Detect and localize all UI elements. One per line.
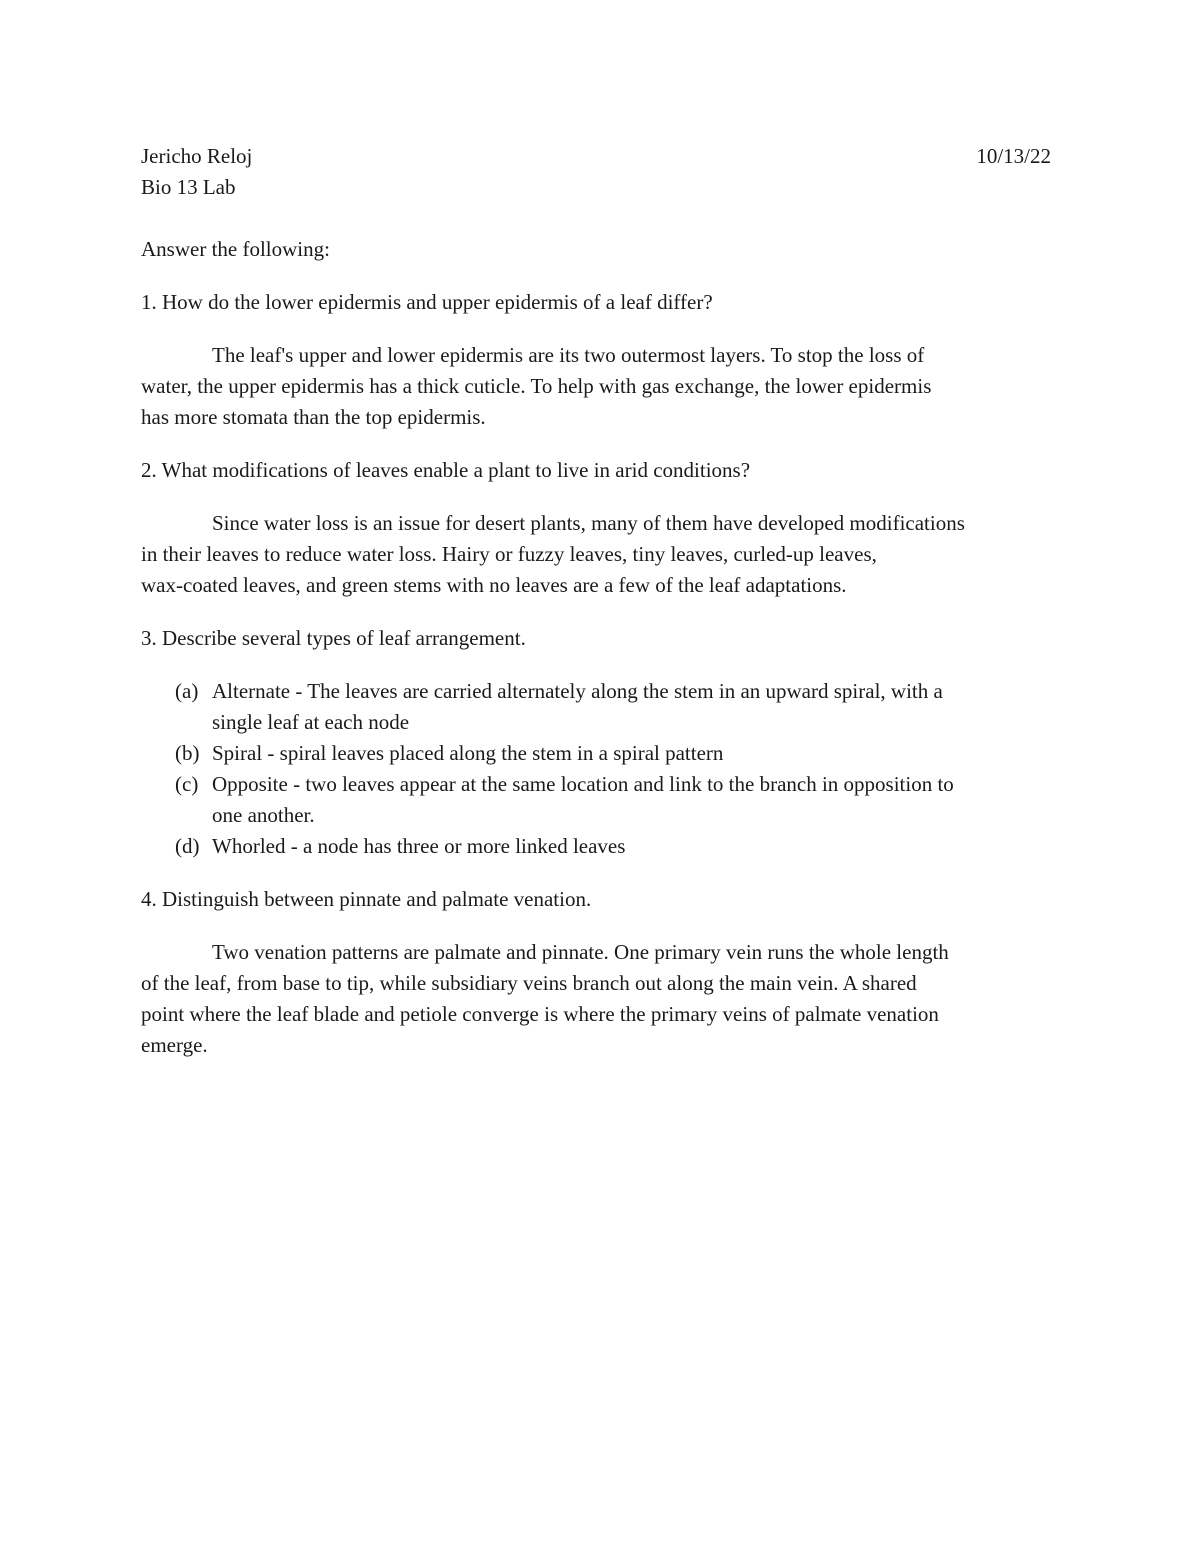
answer-line: wax-coated leaves, and green stems with no leaves are a few of the leaf adaptations.: [141, 573, 847, 597]
list-item: [141, 738, 1061, 769]
question-1: 1. How do the lower epidermis and upper epidermis of a leaf differ?: [141, 290, 713, 314]
list-marker: (c): [175, 772, 199, 796]
list-item: [141, 769, 1061, 831]
answer-1: [141, 340, 1061, 433]
list-item-text: Opposite - two leaves appear at the same location and link to the branch in opposition to: [212, 772, 954, 796]
list-item-text: Spiral - spiral leaves placed along the stem in a spiral pattern: [212, 741, 724, 765]
leaf-arrangement-list: [141, 676, 1061, 862]
answer-line: emerge.: [141, 1033, 208, 1057]
answer-line: The leaf's upper and lower epidermis are its two outermost layers. To stop the loss of: [212, 343, 925, 367]
answer-2: [141, 508, 1061, 601]
answer-line: has more stomata than the top epidermis.: [141, 405, 486, 429]
list-item-text: Whorled - a node has three or more linked leaves: [212, 834, 626, 858]
header-row: [141, 141, 1061, 172]
list-item: [141, 676, 1061, 738]
answer-line: of the leaf, from base to tip, while subsidiary veins branch out along the main vein. A shared: [141, 971, 917, 995]
list-marker: (d): [175, 834, 200, 858]
answer-line: Since water loss is an issue for desert plants, many of them have developed modifications: [212, 511, 965, 535]
list-marker: (b): [175, 741, 200, 765]
answer-line: Two venation patterns are palmate and pinnate. One primary vein runs the whole length: [212, 940, 949, 964]
list-item-text: one another.: [212, 803, 315, 827]
list-item: [141, 831, 1061, 862]
course-name: Bio 13 Lab: [141, 175, 236, 199]
list-marker: (a): [175, 679, 199, 703]
answer-line: in their leaves to reduce water loss. Hairy or fuzzy leaves, tiny leaves, curled-up leaves,: [141, 542, 877, 566]
list-item-text: Alternate - The leaves are carried alternately along the stem in an upward spiral, with a: [212, 679, 943, 703]
document-page: [141, 141, 1061, 1061]
instructions: Answer the following:: [141, 237, 330, 261]
document-date: 10/13/22: [976, 144, 1051, 168]
question-2: 2. What modifications of leaves enable a plant to live in arid conditions?: [141, 458, 751, 482]
answer-4: [141, 937, 1061, 1061]
list-item-text: single leaf at each node: [212, 710, 410, 734]
question-3: 3. Describe several types of leaf arrangement.: [141, 626, 526, 650]
question-4: 4. Distinguish between pinnate and palmate venation.: [141, 887, 592, 911]
author-name: Jericho Reloj: [141, 144, 253, 168]
answer-line: point where the leaf blade and petiole converge is where the primary veins of palmate venation: [141, 1002, 939, 1026]
answer-line: water, the upper epidermis has a thick cuticle. To help with gas exchange, the lower epidermis: [141, 374, 932, 398]
